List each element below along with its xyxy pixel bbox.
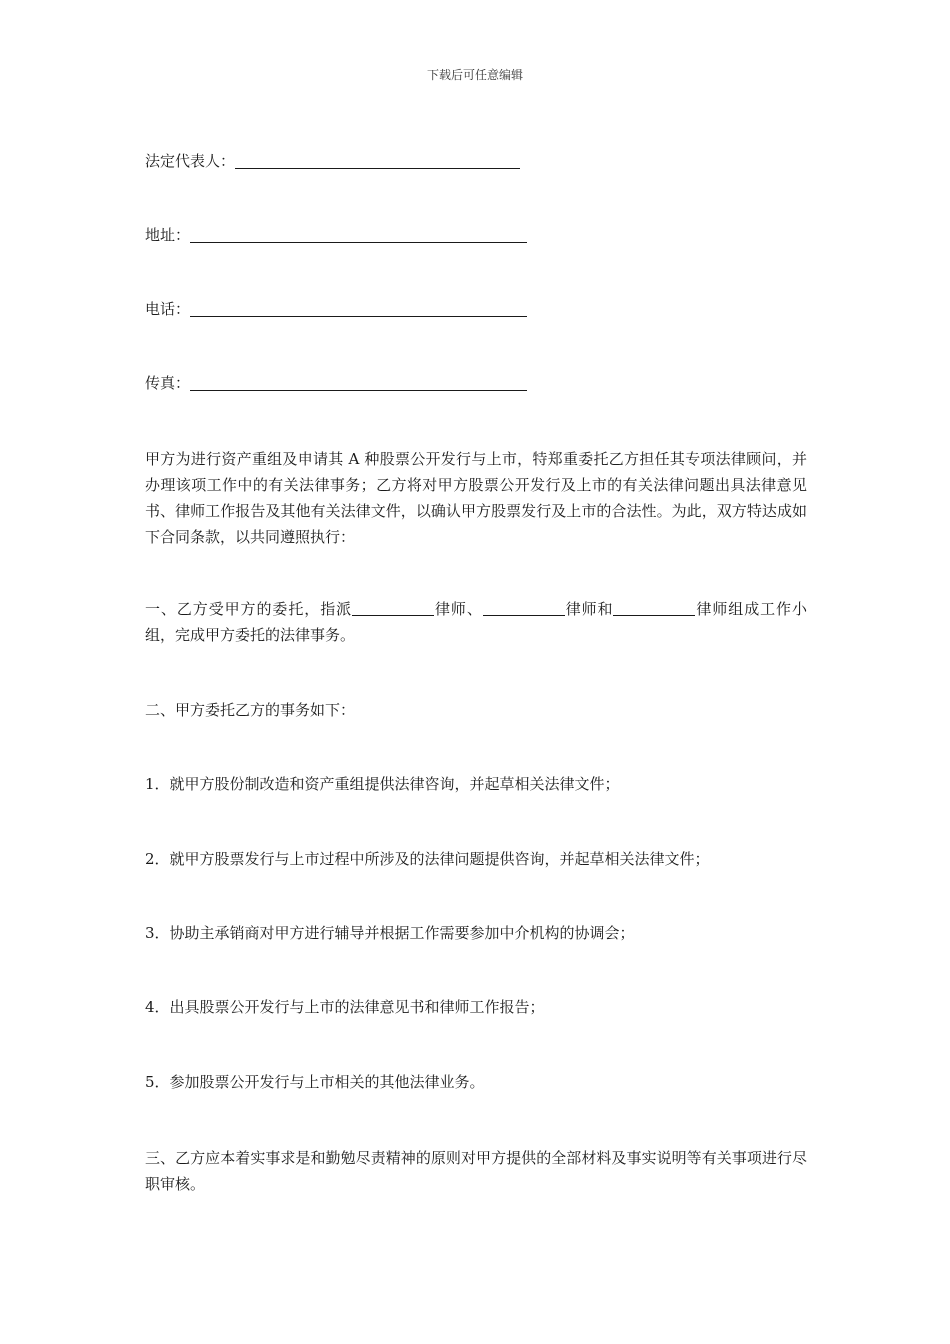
field-label: 地址： — [145, 226, 191, 244]
clause-1 — [145, 596, 807, 648]
clause-2-title: 二、甲方委托乙方的事务如下： — [145, 701, 356, 719]
clause-3: 三、乙方应本着实事求是和勤勉尽责精神的原则对甲方提供的全部材料及事实说明等有关事项进行尽职审核。 — [145, 1149, 807, 1193]
field-label: 法定代表人： — [145, 152, 236, 170]
clause-2-item: 3．协助主承销商对甲方进行辅导并根据工作需要参加中介机构的协调会； — [145, 924, 635, 942]
address-blank[interactable] — [190, 224, 527, 243]
phone-blank[interactable] — [190, 298, 527, 317]
preamble-paragraph: 甲方为进行资产重组及申请其 A 种股票公开发行与上市，特郑重委托乙方担任其专项法律顾问，并办理该项工作中的有关法律事务；乙方将对甲方股票公开发行及上市的有关法律问题出具法律意见书、律师工作报告及其他有关法律文件，以确认甲方股票发行及上市的合法性。为此，双方特达成如下合同条款，以共同遵照执行： — [145, 450, 807, 546]
field-address — [145, 222, 807, 248]
lawyer-3-blank[interactable] — [613, 599, 695, 616]
fax-blank[interactable] — [190, 372, 527, 391]
field-phone — [145, 296, 807, 322]
field-legal-representative — [145, 148, 807, 174]
legal-representative-blank[interactable] — [235, 150, 520, 169]
clause-2-item: 5．参加股票公开发行与上市相关的其他法律业务。 — [145, 1073, 485, 1091]
clause-1-text-a: 一、乙方受甲方的委托，指派 — [145, 600, 353, 618]
page-header: 下载后可任意编辑 — [426, 68, 523, 82]
lawyer-2-blank[interactable] — [483, 599, 565, 616]
lawyer-1-blank[interactable] — [352, 599, 434, 616]
clause-1-text-c: 律师和 — [564, 600, 614, 618]
field-label: 传真： — [145, 374, 191, 392]
clause-2-item: 2．就甲方股票发行与上市过程中所涉及的法律问题提供咨询，并起草相关法律文件； — [145, 850, 710, 868]
clause-2-item: 4．出具股票公开发行与上市的法律意见书和律师工作报告； — [145, 998, 545, 1016]
clause-1-text-d: 律师组成工作小组，完成甲方委托的法律事务。 — [145, 600, 807, 644]
field-label: 电话： — [145, 300, 191, 318]
field-fax — [145, 370, 807, 396]
clause-1-text-b: 律师、 — [434, 600, 483, 618]
clause-2-item: 1．就甲方股份制改造和资产重组提供法律咨询，并起草相关法律文件； — [145, 775, 620, 793]
